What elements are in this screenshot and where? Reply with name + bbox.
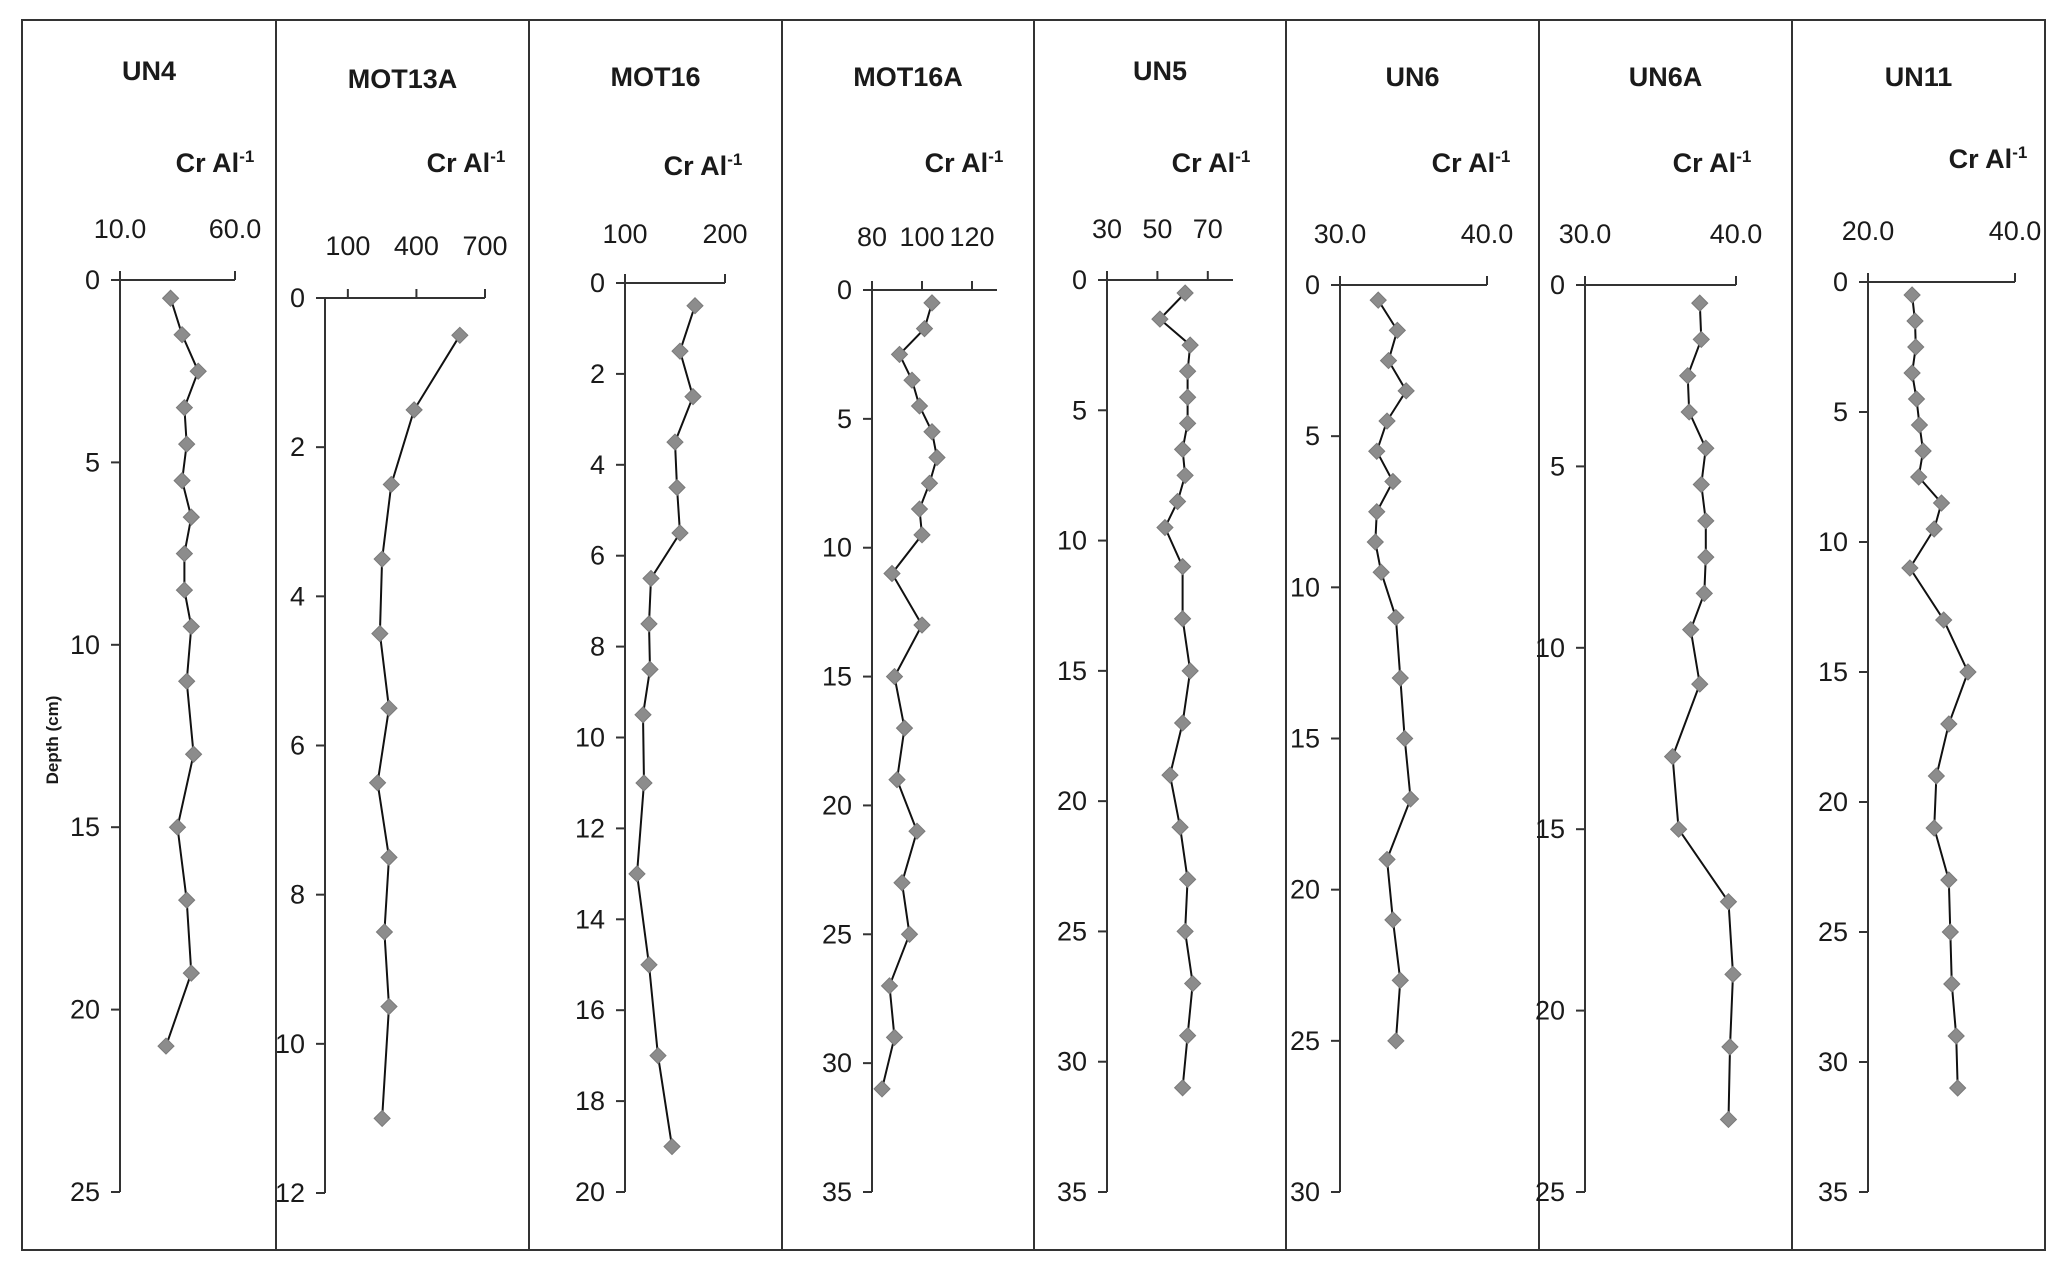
y-tick-label: 4	[289, 581, 305, 612]
data-point	[190, 363, 206, 379]
data-point	[1698, 549, 1714, 565]
x-tick-label: 40.0	[1988, 216, 2042, 246]
data-point	[1175, 1080, 1191, 1096]
x-tick-label: 70	[1192, 214, 1223, 244]
x-tick-label: 100	[899, 222, 945, 252]
data-point	[376, 924, 392, 940]
data-point	[1681, 404, 1697, 420]
unit-superscript: -1	[1235, 147, 1251, 166]
data-point	[163, 290, 179, 306]
data-point	[452, 327, 468, 343]
x-axis-unit-label	[1432, 147, 1511, 178]
unit-superscript: -1	[727, 150, 743, 169]
data-point	[374, 1110, 390, 1126]
x-tick-label: 30.0	[1558, 219, 1612, 249]
panel-mot16a	[822, 62, 1003, 1207]
data-point	[1180, 871, 1196, 887]
y-tick-label: 20	[69, 994, 100, 1025]
data-point	[183, 965, 199, 981]
y-tick-label: 15	[1534, 814, 1565, 845]
data-point	[1908, 339, 1924, 355]
x-axis-unit-label	[427, 147, 506, 178]
data-point	[1180, 389, 1196, 405]
unit-superscript: -1	[2012, 143, 2028, 162]
x-tick-label: 700	[462, 231, 508, 261]
data-point	[922, 475, 938, 491]
data-point	[1175, 559, 1191, 575]
unit-superscript: -1	[490, 147, 506, 166]
data-point	[909, 823, 925, 839]
panel-title: UN5	[1132, 56, 1188, 86]
data-point	[1692, 295, 1708, 311]
unit-superscript: -1	[988, 147, 1004, 166]
data-point	[176, 400, 192, 416]
panel-title: UN11	[1884, 62, 1953, 92]
data-point	[1904, 287, 1920, 303]
panel-mot16	[575, 62, 748, 1207]
panels	[70, 56, 2041, 1208]
unit-main: Cr Al	[924, 148, 989, 178]
panel-un11	[1818, 62, 2041, 1207]
data-point	[1950, 1080, 1966, 1096]
data-point	[1911, 417, 1927, 433]
data-point	[1175, 611, 1191, 627]
y-tick-label: 0	[84, 265, 100, 295]
series-line	[1375, 300, 1410, 1041]
data-point	[1388, 610, 1404, 626]
data-point	[1381, 353, 1397, 369]
data-point	[1693, 331, 1709, 347]
data-point	[1388, 1033, 1404, 1049]
series-line	[637, 306, 695, 1147]
y-tick-label: 25	[1817, 917, 1848, 947]
data-point	[629, 866, 645, 882]
y-tick-label: 35	[1056, 1177, 1087, 1207]
y-tick-label: 35	[1817, 1177, 1848, 1207]
panel-title: MOT16A	[853, 62, 963, 92]
panel-un4	[70, 56, 261, 1207]
y-tick-label: 0	[1549, 270, 1565, 300]
data-point	[643, 570, 659, 586]
series-line	[882, 303, 937, 1089]
data-point	[1941, 872, 1957, 888]
data-point	[1722, 1039, 1738, 1055]
x-tick-label: 50	[1142, 214, 1173, 244]
x-tick-label: 40.0	[1709, 219, 1763, 249]
data-point	[381, 700, 397, 716]
y-tick-label: 35	[821, 1177, 852, 1207]
x-tick-label: 80	[856, 222, 888, 252]
data-point	[1379, 851, 1395, 867]
y-tick-label: 15	[1817, 657, 1848, 687]
y-tick-label: 8	[289, 879, 305, 910]
data-point	[370, 775, 386, 791]
data-point	[1172, 819, 1188, 835]
data-point	[912, 398, 928, 414]
data-point	[641, 957, 657, 973]
unit-main: Cr Al	[1948, 144, 2013, 174]
x-tick-label: 30.0	[1313, 219, 1367, 249]
data-point	[1373, 564, 1389, 580]
data-point	[1671, 821, 1687, 837]
data-point	[912, 501, 928, 517]
y-tick-label: 2	[289, 432, 305, 463]
y-tick-label: 10	[1817, 527, 1848, 557]
data-point	[924, 295, 940, 311]
data-point	[1379, 413, 1395, 429]
data-point	[924, 424, 940, 440]
y-tick-label: 10	[574, 722, 605, 753]
data-point	[1369, 443, 1385, 459]
data-point	[158, 1038, 174, 1054]
data-point	[381, 849, 397, 865]
data-point	[914, 617, 930, 633]
panel-title: UN6A	[1628, 62, 1703, 92]
panel-un6	[1290, 62, 1513, 1207]
y-tick-label: 15	[821, 661, 852, 692]
data-point	[406, 402, 422, 418]
y-tick-label: 10	[1289, 572, 1320, 603]
data-point	[929, 450, 945, 466]
data-point	[1926, 521, 1942, 537]
y-tick-label: 5	[1304, 421, 1320, 452]
data-point	[170, 819, 186, 835]
data-point	[1720, 1111, 1736, 1127]
data-point	[874, 1081, 890, 1097]
data-point	[183, 509, 199, 525]
data-point	[1909, 391, 1925, 407]
data-point	[179, 673, 195, 689]
data-point	[1683, 622, 1699, 638]
data-point	[1725, 966, 1741, 982]
y-tick-label: 15	[1056, 655, 1087, 686]
data-point	[1370, 292, 1386, 308]
y-tick-label: 10	[1056, 525, 1087, 556]
data-point	[897, 720, 913, 736]
y-tick-label: 20	[821, 790, 852, 821]
panel-un5	[1057, 56, 1250, 1207]
data-point	[889, 772, 905, 788]
y-tick-label: 25	[1289, 1025, 1320, 1056]
y-tick-label: 10	[1534, 632, 1565, 663]
data-point	[667, 434, 683, 450]
data-point	[1180, 1028, 1196, 1044]
data-point	[174, 473, 190, 489]
data-point	[1680, 368, 1696, 384]
unit-main: Cr Al	[663, 151, 728, 181]
x-axis-unit-label	[1949, 143, 2028, 174]
data-point	[687, 298, 703, 314]
panel-title: MOT13A	[347, 64, 458, 94]
data-point	[1397, 731, 1413, 747]
x-tick-label: 10.0	[93, 214, 147, 244]
y-tick-label: 25	[1056, 916, 1087, 947]
data-point	[1907, 313, 1923, 329]
y-tick-label: 5	[1832, 397, 1848, 427]
y-tick-label: 5	[836, 403, 852, 434]
data-point	[1936, 612, 1952, 628]
x-tick-label: 120	[949, 222, 995, 252]
data-point	[374, 551, 390, 567]
data-point	[1915, 443, 1931, 459]
data-point	[1385, 474, 1401, 490]
data-point	[635, 707, 651, 723]
data-point	[1385, 912, 1401, 928]
data-point	[1162, 767, 1178, 783]
data-point	[904, 372, 920, 388]
data-point	[887, 1029, 903, 1045]
data-point	[664, 1139, 680, 1155]
data-point	[1665, 749, 1681, 765]
y-tick-label: 15	[1289, 723, 1320, 754]
y-tick-label: 25	[821, 919, 852, 950]
y-tick-label: 12	[574, 813, 605, 844]
x-axis-unit-label	[1673, 147, 1752, 178]
data-point	[1182, 663, 1198, 679]
y-tick-label: 5	[1549, 451, 1565, 482]
panel-mot13a	[275, 64, 508, 1208]
y-tick-label: 25	[69, 1177, 100, 1207]
data-point	[381, 999, 397, 1015]
y-tick-label: 30	[1056, 1046, 1087, 1077]
data-point	[1170, 493, 1186, 509]
y-tick-label: 0	[589, 268, 605, 298]
x-tick-label: 100	[602, 219, 648, 249]
data-point	[176, 546, 192, 562]
data-point	[672, 525, 688, 541]
y-axis-label: Depth (cm)	[43, 695, 62, 785]
y-tick-label: 6	[589, 540, 605, 571]
x-axis-unit-label	[664, 150, 743, 181]
data-point	[1392, 972, 1408, 988]
panel-un6a	[1535, 62, 1762, 1207]
y-tick-label: 10	[69, 629, 100, 660]
y-tick-label: 14	[574, 904, 605, 935]
unit-superscript: -1	[1495, 147, 1511, 166]
unit-main: Cr Al	[175, 148, 240, 178]
series-line	[1673, 303, 1733, 1119]
y-tick-label: 0	[836, 275, 852, 305]
data-point	[672, 343, 688, 359]
y-tick-label: 18	[574, 1086, 605, 1117]
x-axis-unit-label	[1172, 147, 1251, 178]
panel-title: UN6	[1385, 62, 1440, 92]
y-tick-label: 0	[1304, 270, 1320, 300]
unit-main: Cr Al	[1171, 148, 1236, 178]
data-point	[1926, 820, 1942, 836]
data-point	[669, 480, 685, 496]
data-point	[1948, 1028, 1964, 1044]
x-tick-label: 60.0	[208, 214, 262, 244]
y-tick-label: 2	[589, 358, 605, 389]
y-tick-label: 30	[821, 1048, 852, 1079]
data-point	[1698, 440, 1714, 456]
panel-title: UN4	[121, 56, 177, 86]
x-axis-unit-label	[176, 147, 255, 178]
data-point	[1369, 504, 1385, 520]
data-point	[1177, 467, 1193, 483]
data-point	[1175, 441, 1191, 457]
data-point	[1698, 513, 1714, 529]
data-point	[372, 626, 388, 642]
data-point	[186, 746, 202, 762]
unit-main: Cr Al	[1431, 148, 1496, 178]
data-point	[902, 926, 918, 942]
y-tick-label: 20	[1289, 874, 1320, 905]
data-point	[1693, 477, 1709, 493]
data-point	[887, 669, 903, 685]
x-tick-label: 40.0	[1460, 219, 1514, 249]
y-tick-label: 5	[1071, 395, 1087, 426]
data-point	[1175, 715, 1191, 731]
data-point	[641, 616, 657, 632]
data-point	[650, 1048, 666, 1064]
y-tick-label: 20	[574, 1177, 605, 1207]
data-point	[642, 661, 658, 677]
series-line	[1160, 293, 1193, 1088]
y-tick-label: 5	[84, 447, 100, 478]
y-tick-label: 15	[69, 812, 100, 843]
data-point	[882, 978, 898, 994]
data-point	[1941, 716, 1957, 732]
series-line	[1910, 295, 1968, 1088]
data-point	[1944, 976, 1960, 992]
data-point	[1960, 664, 1976, 680]
data-point	[1696, 585, 1712, 601]
y-tick-label: 6	[289, 730, 305, 761]
y-tick-label: 30	[1817, 1047, 1848, 1077]
data-point	[1928, 768, 1944, 784]
data-point	[1389, 322, 1405, 338]
data-point	[183, 619, 199, 635]
y-tick-label: 0	[289, 283, 305, 313]
x-tick-label: 400	[393, 231, 439, 261]
y-tick-label: 20	[1534, 995, 1565, 1026]
data-point	[1403, 791, 1419, 807]
data-point	[176, 582, 192, 598]
y-tick-label: 12	[274, 1178, 305, 1208]
data-point	[1180, 415, 1196, 431]
y-tick-label: 0	[1832, 267, 1848, 297]
y-tick-label: 25	[1534, 1177, 1565, 1207]
data-point	[383, 476, 399, 492]
y-tick-label: 0	[1071, 265, 1087, 295]
x-tick-label: 200	[702, 219, 748, 249]
x-axis-unit-label	[925, 147, 1004, 178]
x-tick-label: 30	[1091, 214, 1123, 244]
data-point	[1398, 383, 1414, 399]
y-tick-label: 10	[821, 532, 852, 563]
panel-title: MOT16	[610, 62, 701, 92]
data-point	[179, 892, 195, 908]
x-tick-label: 100	[325, 231, 371, 261]
x-tick-label: 20.0	[1841, 216, 1895, 246]
data-point	[1904, 365, 1920, 381]
data-point	[685, 389, 701, 405]
data-point	[179, 436, 195, 452]
data-point	[1180, 363, 1196, 379]
y-tick-label: 8	[589, 631, 605, 662]
unit-superscript: -1	[1736, 147, 1752, 166]
data-point	[1720, 894, 1736, 910]
y-tick-label: 20	[1817, 787, 1848, 817]
y-tick-label: 10	[274, 1028, 305, 1059]
unit-main: Cr Al	[426, 148, 491, 178]
data-point	[1367, 534, 1383, 550]
data-point	[1157, 520, 1173, 536]
y-tick-label: 4	[589, 449, 605, 480]
unit-superscript: -1	[239, 147, 255, 166]
y-tick-label: 16	[574, 995, 605, 1026]
data-point	[1942, 924, 1958, 940]
data-point	[1185, 976, 1201, 992]
unit-main: Cr Al	[1672, 148, 1737, 178]
data-point	[1392, 670, 1408, 686]
y-tick-label: 30	[1289, 1177, 1320, 1207]
data-point	[1177, 923, 1193, 939]
data-point	[174, 327, 190, 343]
y-tick-label: 20	[1056, 786, 1087, 817]
data-point	[894, 875, 910, 891]
data-point	[636, 775, 652, 791]
data-point	[1902, 560, 1918, 576]
data-point	[1692, 676, 1708, 692]
